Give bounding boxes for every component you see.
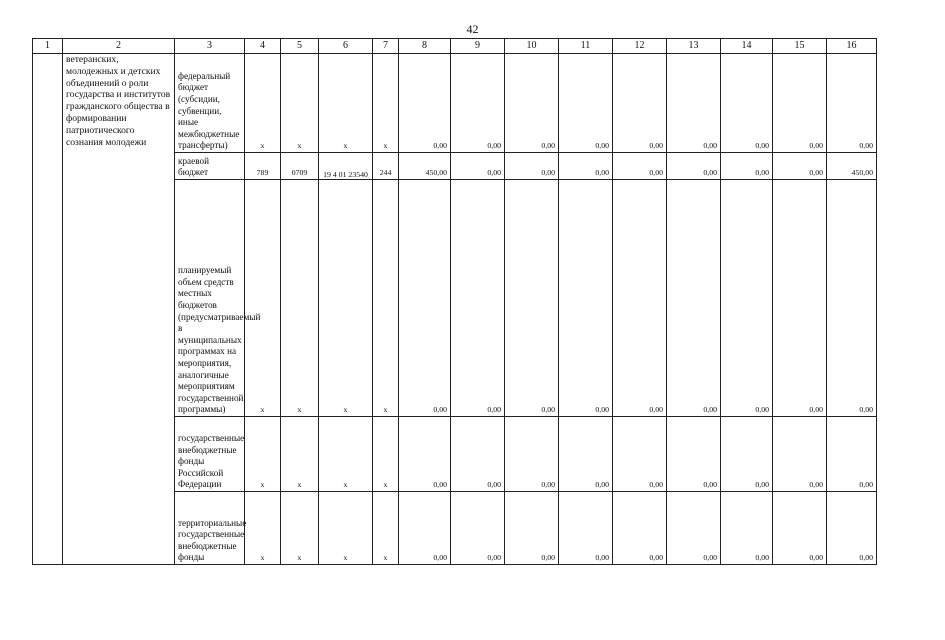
value-cell: 0,00 xyxy=(827,417,877,492)
value-cell: 0,00 xyxy=(399,54,451,153)
cell-vr: x xyxy=(373,180,399,417)
value-cell: 0,00 xyxy=(559,417,613,492)
value-cell: 0,00 xyxy=(559,180,613,417)
cell-csr: x xyxy=(319,417,373,492)
cell-rzpr: x xyxy=(281,417,319,492)
value-cell: 0,00 xyxy=(773,492,827,565)
value-cell: 0,00 xyxy=(667,492,721,565)
event-description: ветеранских, молодежных и детских объединений о роли государства и институтов гражданского общества в формировании патриотического сознания молодежи xyxy=(63,54,175,565)
value-cell: 0,00 xyxy=(721,180,773,417)
cell-vr: x xyxy=(373,417,399,492)
value-cell: 0,00 xyxy=(613,180,667,417)
value-cell: 0,00 xyxy=(721,492,773,565)
header-cell: 14 xyxy=(721,39,773,54)
funding-source: государственные внебюджетные фонды Российской Федерации xyxy=(175,417,245,492)
header-cell: 4 xyxy=(245,39,281,54)
funding-source: планируемый объем средств местных бюджетов (предусматриваемый в муниципальных программах на мероприятия, аналогичные мероприятиям государственной программы) xyxy=(175,180,245,417)
value-cell: 0,00 xyxy=(827,180,877,417)
value-cell: 0,00 xyxy=(613,54,667,153)
value-cell: 0,00 xyxy=(667,180,721,417)
value-cell: 0,00 xyxy=(505,492,559,565)
header-cell: 11 xyxy=(559,39,613,54)
value-cell: 0,00 xyxy=(827,492,877,565)
value-cell: 0,00 xyxy=(505,54,559,153)
value-cell: 0,00 xyxy=(399,180,451,417)
value-cell: 0,00 xyxy=(451,54,505,153)
cell-grbs: 789 xyxy=(245,153,281,180)
cell-rzpr: x xyxy=(281,180,319,417)
value-cell: 0,00 xyxy=(451,417,505,492)
header-cell: 13 xyxy=(667,39,721,54)
cell-grbs: x xyxy=(245,180,281,417)
header-row xyxy=(33,39,877,54)
value-cell: 0,00 xyxy=(773,417,827,492)
header-cell: 2 xyxy=(63,39,175,54)
cell-grbs: x xyxy=(245,54,281,153)
value-cell: 0,00 xyxy=(613,417,667,492)
value-cell: 0,00 xyxy=(451,153,505,180)
value-cell: 0,00 xyxy=(399,417,451,492)
cell-grbs: x xyxy=(245,417,281,492)
value-cell: 0,00 xyxy=(613,153,667,180)
budget-table xyxy=(32,38,877,565)
value-cell: 0,00 xyxy=(451,492,505,565)
value-cell: 0,00 xyxy=(613,492,667,565)
value-cell: 0,00 xyxy=(667,417,721,492)
value-cell: 0,00 xyxy=(773,54,827,153)
value-cell: 450,00 xyxy=(399,153,451,180)
row-number-cell xyxy=(33,54,63,565)
cell-rzpr: 0709 xyxy=(281,153,319,180)
header-cell: 10 xyxy=(505,39,559,54)
value-cell: 0,00 xyxy=(667,54,721,153)
value-cell: 0,00 xyxy=(667,153,721,180)
table-row xyxy=(33,54,877,153)
value-cell: 0,00 xyxy=(773,180,827,417)
cell-csr: x xyxy=(319,492,373,565)
value-cell: 0,00 xyxy=(559,492,613,565)
funding-source: федеральный бюджет (субсидии, субвенции, иные межбюджетные трансферты) xyxy=(175,54,245,153)
cell-vr: 244 xyxy=(373,153,399,180)
value-cell: 0,00 xyxy=(721,153,773,180)
value-cell: 0,00 xyxy=(505,417,559,492)
value-cell: 0,00 xyxy=(399,492,451,565)
value-cell: 0,00 xyxy=(505,180,559,417)
page-number: 42 xyxy=(466,22,479,36)
cell-vr: x xyxy=(373,492,399,565)
header-cell: 5 xyxy=(281,39,319,54)
cell-csr: 19 4 01 23540 xyxy=(319,153,373,180)
cell-vr: x xyxy=(373,54,399,153)
value-cell: 0,00 xyxy=(559,153,613,180)
value-cell: 450,00 xyxy=(827,153,877,180)
cell-rzpr: x xyxy=(281,54,319,153)
value-cell: 0,00 xyxy=(721,417,773,492)
header-cell: 16 xyxy=(827,39,877,54)
value-cell: 0,00 xyxy=(505,153,559,180)
header-cell: 1 xyxy=(33,39,63,54)
header-cell: 9 xyxy=(451,39,505,54)
value-cell: 0,00 xyxy=(559,54,613,153)
header-cell: 15 xyxy=(773,39,827,54)
value-cell: 0,00 xyxy=(451,180,505,417)
cell-csr: x xyxy=(319,180,373,417)
header-cell: 12 xyxy=(613,39,667,54)
funding-source: территориальные государственные внебюджетные фонды xyxy=(175,492,245,565)
value-cell: 0,00 xyxy=(827,54,877,153)
funding-source: краевой бюджет xyxy=(175,153,245,180)
cell-csr: x xyxy=(319,54,373,153)
cell-grbs: x xyxy=(245,492,281,565)
header-cell: 6 xyxy=(319,39,373,54)
value-cell: 0,00 xyxy=(721,54,773,153)
header-cell: 8 xyxy=(399,39,451,54)
header-cell: 3 xyxy=(175,39,245,54)
cell-rzpr: x xyxy=(281,492,319,565)
value-cell: 0,00 xyxy=(773,153,827,180)
header-cell: 7 xyxy=(373,39,399,54)
